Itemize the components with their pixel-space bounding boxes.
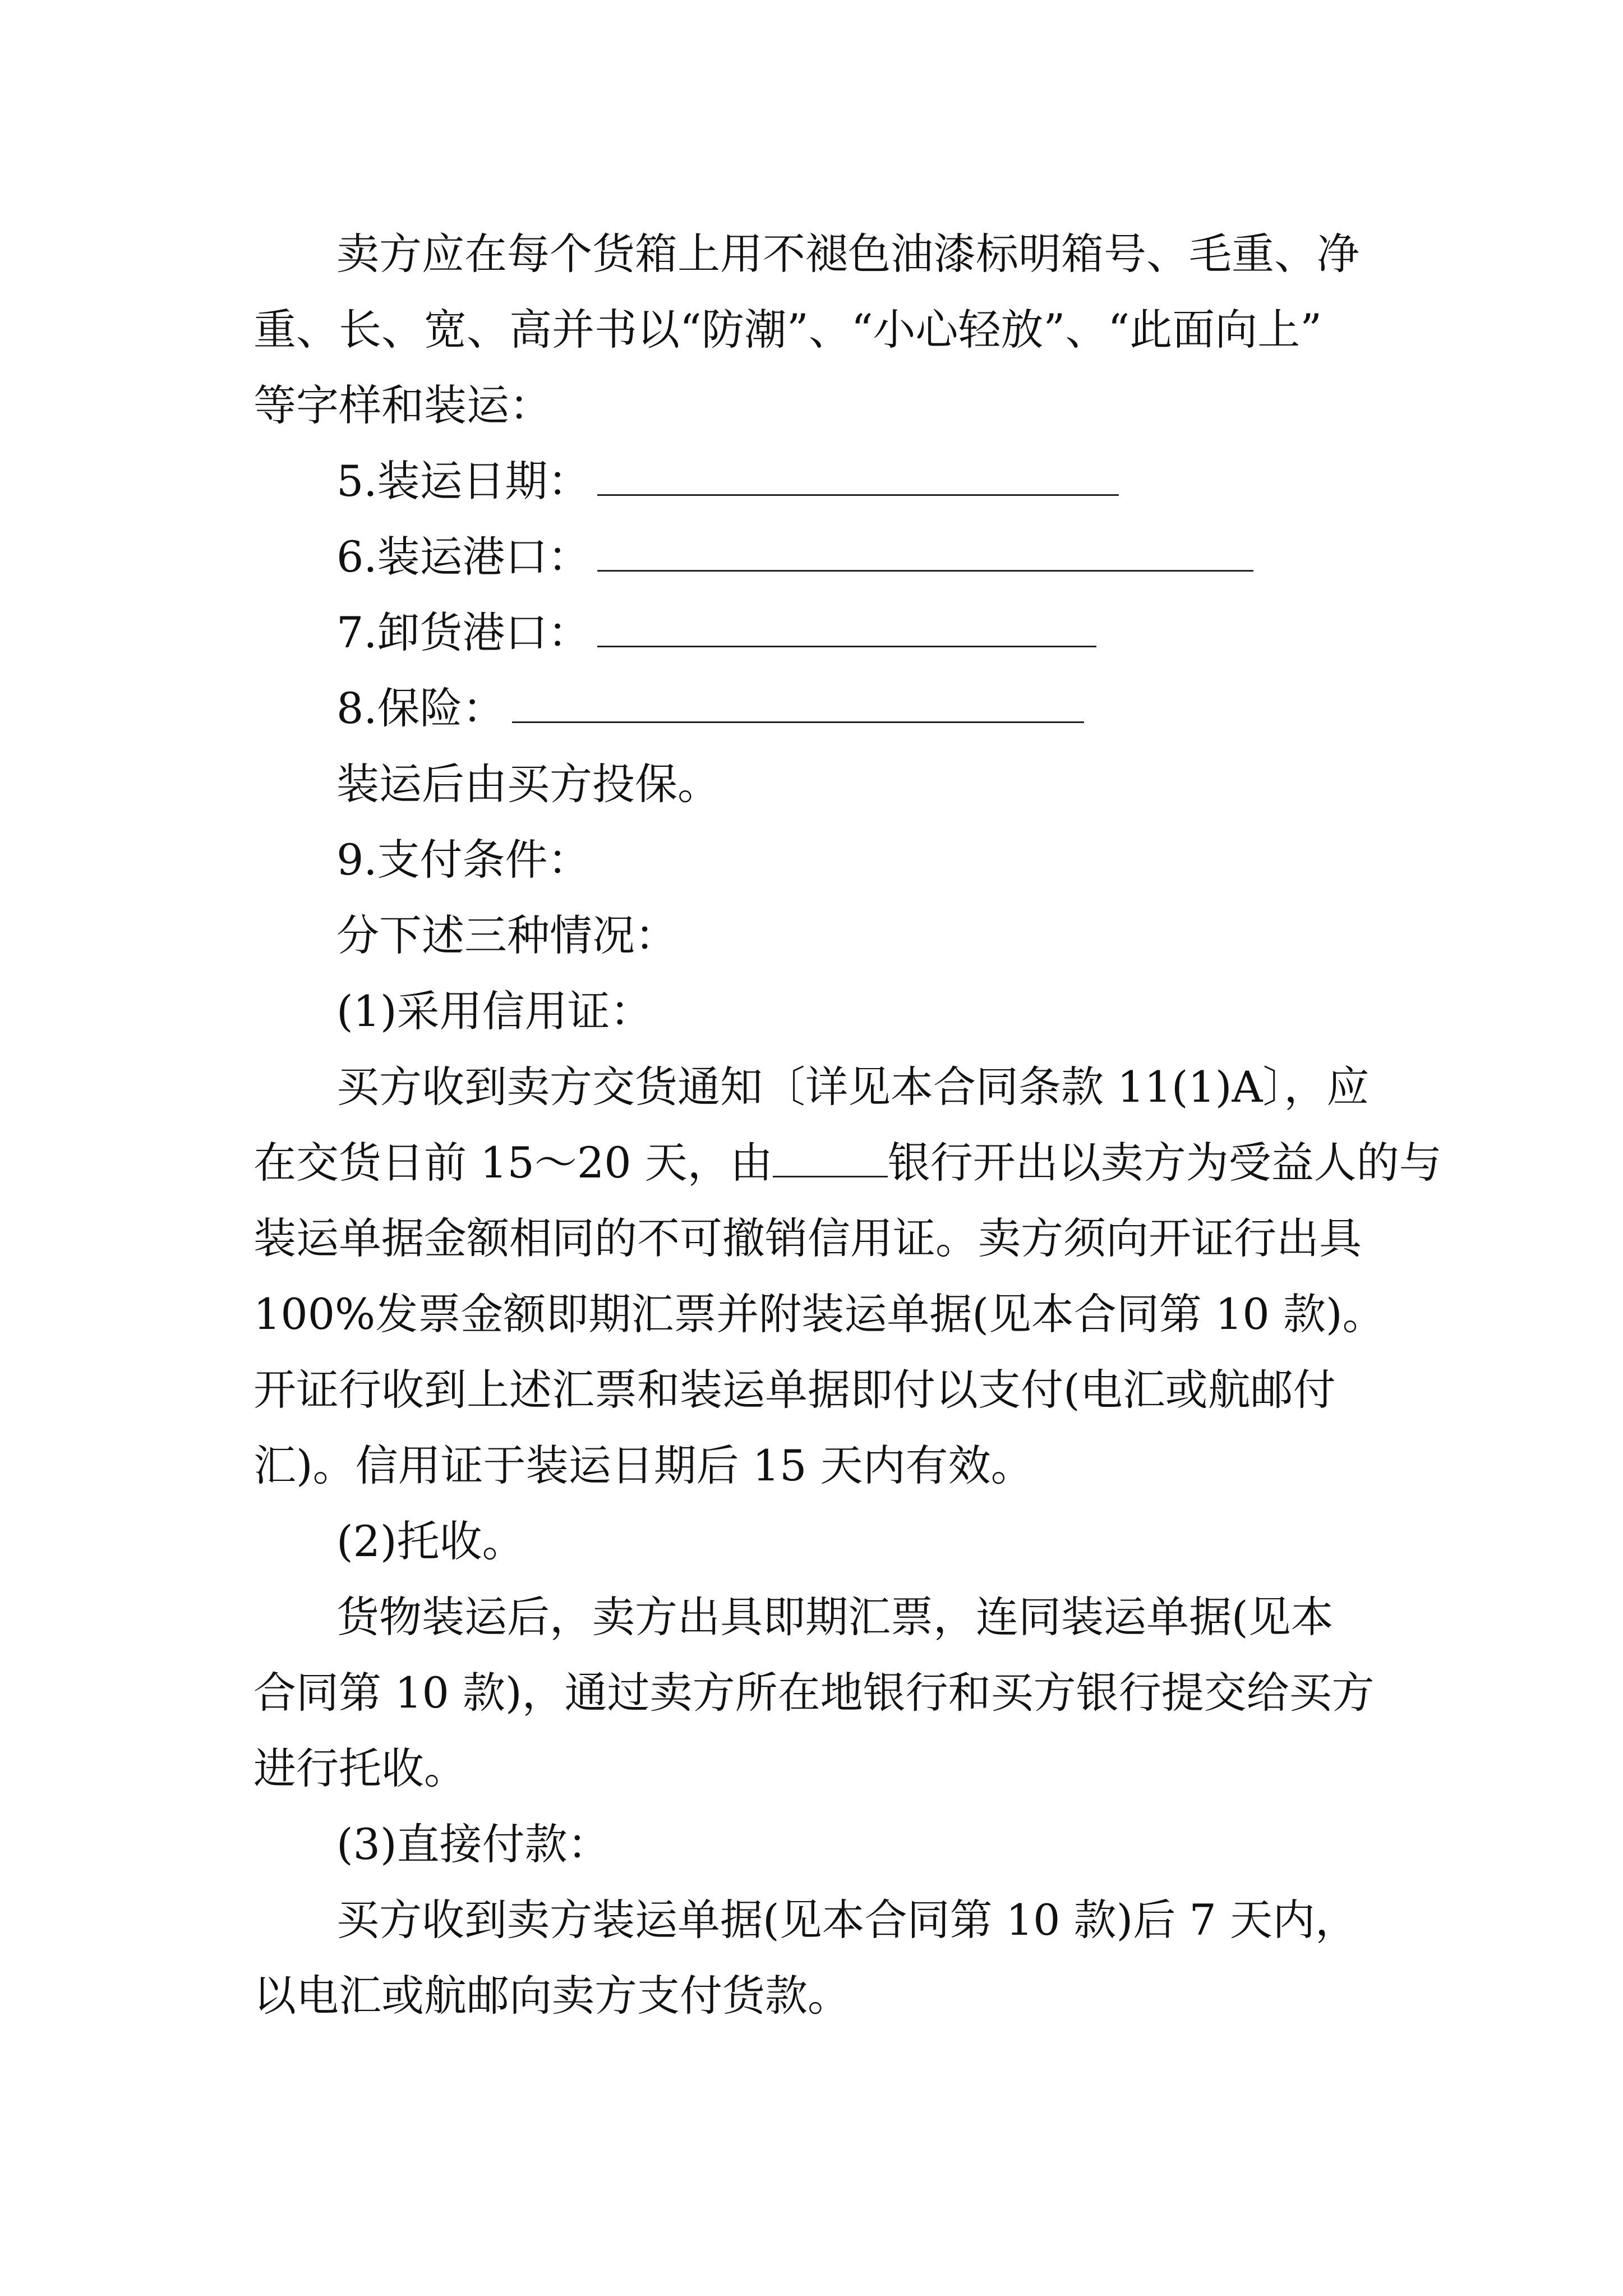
paragraph-line: 进行托收。 xyxy=(253,1743,467,1793)
text-span: 银行开出以卖方为受益人的与 xyxy=(887,1138,1442,1188)
paragraph-line: 100%发票金额即期汇票并附装运单据(见本合同第 10 款)。 xyxy=(253,1289,1385,1339)
field-insurance xyxy=(0,670,1623,746)
field-label: 5.装运日期： xyxy=(336,456,591,506)
paragraph-line: 装运单据金额相同的不可撤销信用证。卖方须向开证行出具 xyxy=(253,1213,1362,1263)
paragraph-line: 合同第 10 款)，通过卖方所在地银行和买方银行提交给买方 xyxy=(253,1668,1375,1718)
field-loading-port xyxy=(0,519,1623,595)
field-label: 7.卸货港口： xyxy=(336,608,591,657)
field-label: 8.保险： xyxy=(336,683,505,733)
blank-line xyxy=(512,721,1084,723)
paragraph-line: 汇)。信用证于装运日期后 15 天内有效。 xyxy=(253,1441,1034,1490)
paragraph-line: 以电汇或航邮向卖方支付货款。 xyxy=(253,1971,850,2021)
blank-line xyxy=(597,569,1253,572)
blank-line xyxy=(773,1175,888,1177)
paragraph-line: 开证行收到上述汇票和装运单据即付以支付(电汇或航邮付 xyxy=(253,1365,1336,1415)
paragraph-line: 卖方应在每个货箱上用不褪色油漆标明箱号、毛重、净 xyxy=(336,229,1359,279)
text-span: 在交货日前 15～20 天，由 xyxy=(253,1138,773,1188)
paragraph-line: 重、长、宽、高并书以“防潮”、“小心轻放”、“此面向上” xyxy=(253,305,1322,355)
field-label: 6.装运港口： xyxy=(336,532,591,582)
paragraph-line: 分下述三种情况： xyxy=(336,910,677,960)
blank-line xyxy=(597,645,1096,647)
paragraph-line: 货物装运后，卖方出具即期汇票，连同装运单据(见本 xyxy=(336,1592,1334,1642)
paragraph-line: 等字样和装运： xyxy=(253,380,552,430)
field-discharge-port xyxy=(0,595,1623,670)
subsection-heading: (3)直接付款： xyxy=(336,1819,610,1869)
blank-line xyxy=(597,494,1119,496)
field-shipping-date xyxy=(0,443,1623,519)
subsection-heading: (2)托收。 xyxy=(336,1516,525,1566)
section-heading: 9.支付条件： xyxy=(336,835,591,885)
paragraph-line: 买方收到卖方交货通知〔详见本合同条款 11(1)A〕，应 xyxy=(336,1062,1370,1112)
paragraph-line: 装运后由买方投保。 xyxy=(336,759,720,809)
paragraph-line xyxy=(0,1125,1623,1200)
paragraph-line: 买方收到卖方装运单据(见本合同第 10 款)后 7 天内， xyxy=(336,1895,1358,1945)
subsection-heading: (1)采用信用证： xyxy=(336,986,653,1036)
